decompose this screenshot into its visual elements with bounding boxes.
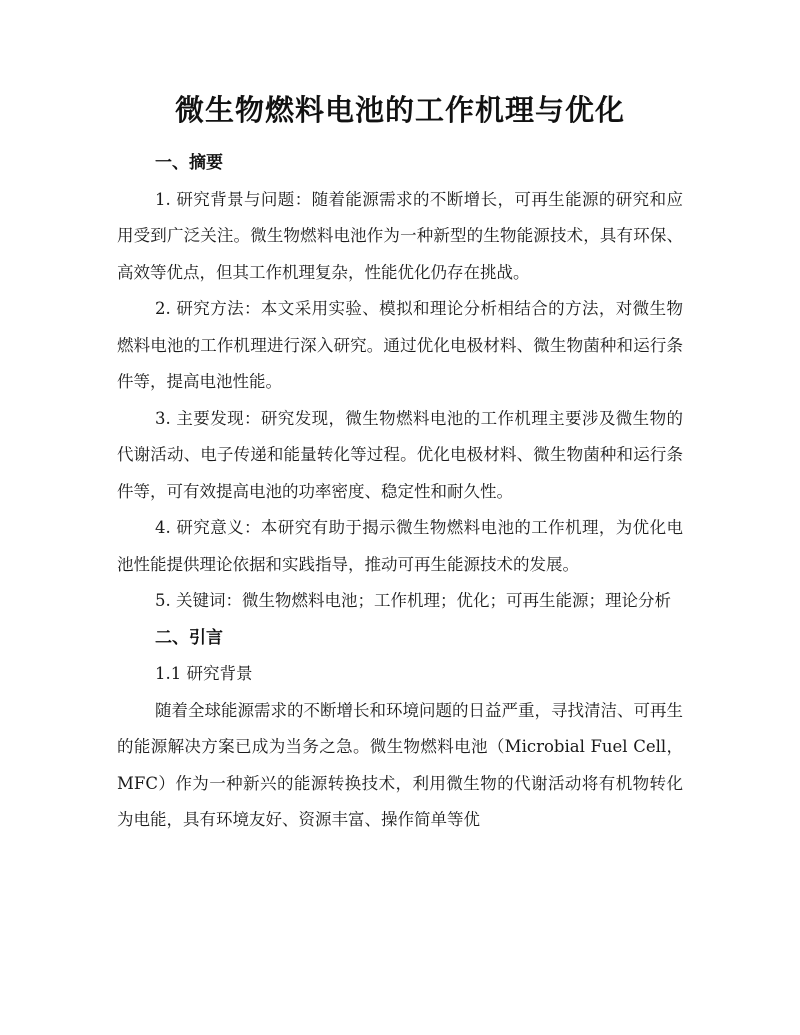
introduction-paragraph: 随着全球能源需求的不断增长和环境问题的日益严重，寻找清洁、可再生的能源解决方案已成为当务之急。微生物燃料电池（Microbial Fuel Cell，MFC）作为一种新兴的能源转换技术，利用微生物的代谢活动将有机物转化为电能，具有环境友好、资源丰富、操作简单等优 — [117, 700, 683, 829]
abstract-paragraph-significance: 4. 研究意义：本研究有助于揭示微生物燃料电池的工作机理，为优化电池性能提供理论依据和实践指导，推动可再生能源技术的发展。 — [117, 518, 683, 574]
abstract-paragraph-background: 1. 研究背景与问题：随着能源需求的不断增长，可再生能源的研究和应用受到广泛关注。微生物燃料电池作为一种新型的生物能源技术，具有环保、高效等优点，但其工作机理复杂，性能优化仍存在挑战。 — [117, 189, 683, 282]
section-heading-introduction: 二、引言 — [155, 627, 223, 648]
abstract-paragraph-methods: 2. 研究方法：本文采用实验、模拟和理论分析相结合的方法，对微生物燃料电池的工作机理进行深入研究。通过优化电极材料、微生物菌种和运行条件等，提高电池性能。 — [117, 299, 683, 391]
abstract-paragraph-keywords: 5. 关键词：微生物燃料电池；工作机理；优化；可再生能源；理论分析 — [155, 591, 671, 610]
subsection-heading-background: 1.1 研究背景 — [155, 664, 253, 683]
abstract-paragraph-findings: 3. 主要发现：研究发现，微生物燃料电池的工作机理主要涉及微生物的代谢活动、电子传递和能量转化等过程。优化电极材料、微生物菌种和运行条件等，可有效提高电池的功率密度、稳定性和耐久性。 — [117, 408, 683, 501]
section-heading-abstract: 一、摘要 — [155, 153, 223, 173]
document-title: 微生物燃料电池的工作机理与优化 — [174, 93, 625, 127]
document-body — [117, 145, 683, 839]
